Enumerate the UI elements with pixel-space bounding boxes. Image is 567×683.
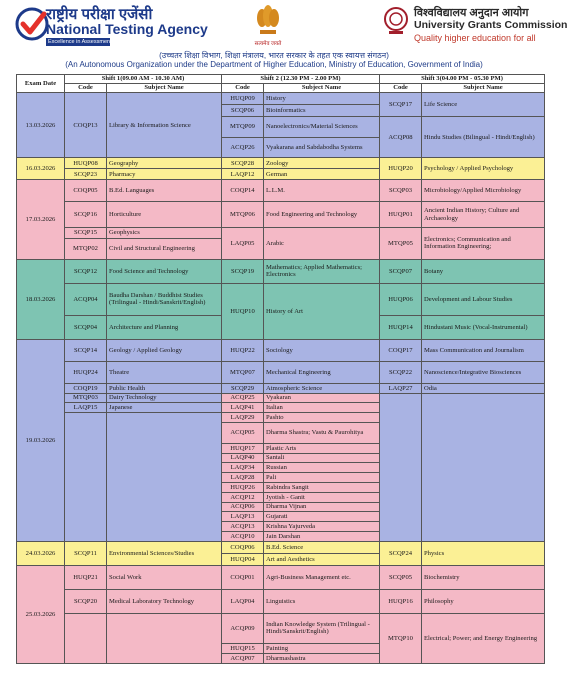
shift2-subject: Mechanical Engineering [264,362,380,384]
shift1-subject: Environmental Sciences/Studies [107,541,222,565]
table-row [17,228,545,239]
shift3-code: HUQP01 [380,201,422,227]
shift2-code: ACQP25 [222,393,264,403]
shift2-subject: Gujarati [264,512,380,522]
nta-tagline: Excellence in Assessment [48,39,112,45]
shift1-code: HUQP24 [65,362,107,384]
shift3-subject: Development and Labour Studies [422,283,545,316]
shift2-code: MTQP09 [222,116,264,137]
shift2-subject: Pashto [264,413,380,423]
header-subject: Subject Name [107,84,222,93]
shift1-code: SCQP20 [65,589,107,613]
shift3-code: HUQP14 [380,316,422,340]
shift1-code: SCQP16 [65,201,107,227]
shift2-code: LAQP29 [222,413,264,423]
shift2-code: HUQP09 [222,93,264,105]
table-row [17,340,545,362]
shift1-code: SCQP15 [65,228,107,239]
shift1-code: ACQP04 [65,283,107,316]
shift2-subject: Pali [264,473,380,483]
exam-date-cell: 17.03.2026 [17,180,65,260]
shift1-code: SCQP11 [65,541,107,565]
shift2-code: LAQP13 [222,512,264,522]
shift1-subject: Library & Information Science [107,93,222,158]
shift3-subject: Physics [422,541,545,565]
exam-schedule-table [16,74,545,664]
shift2-code: HUQP26 [222,482,264,492]
shift2-code: LAQP04 [222,589,264,613]
header-subject: Subject Name [422,84,545,93]
shift3-subject: Electrical; Power; and Energy Engineering [422,613,545,663]
shift3-code: SCQP17 [380,93,422,117]
header-shift-2: Shift 2 (12.30 PM - 2.00 PM) [222,75,380,84]
shift3-subject: Microbiology/Applied Microbiology [422,180,545,202]
shift2-subject: Vyakaran [264,393,380,403]
shift2-subject: Art and Aesthetics [264,553,380,565]
header-code: Code [380,84,422,93]
shift1-empty-cell [65,613,107,663]
shift1-subject: Japanese [107,403,222,413]
table-row [17,201,545,227]
shift2-subject: Food Engineering and Technology [264,201,380,227]
shift2-subject: Vyakarana and Sabdabodha Systems [264,137,380,158]
shift2-subject: Indian Knowledge System (Trilingual - Hindi/Sanskrit/English) [264,613,380,644]
shift1-code: COQP13 [65,93,107,158]
shift2-code: LAQP34 [222,463,264,473]
shift1-code: MTQP03 [65,393,107,403]
shift2-subject: German [264,169,380,180]
shift1-code: SCQP04 [65,316,107,340]
shift3-empty-cell [380,393,422,541]
shift1-code: SCQP23 [65,169,107,180]
shift1-subject: Geology / Applied Geology [107,340,222,362]
table-row [17,93,545,105]
shift2-subject: Painting [264,644,380,654]
table-row [17,589,545,613]
shift3-subject: Biochemistry [422,565,545,589]
shift2-subject: Santali [264,453,380,463]
shift2-code: LAQP28 [222,473,264,483]
table-row [17,565,545,589]
shift2-code: ACQP09 [222,613,264,644]
shift3-subject: Psychology / Applied Psychology [422,158,545,180]
subtitle-hindi: (उच्चतर शिक्षा विभाग, शिक्षा मंत्रालय, भारत सरकार के तहत एक स्वायत्त संगठन) [159,51,389,60]
nta-english-name: National Testing Agency [46,21,208,37]
table-row [17,383,545,393]
shift2-subject: Mathematics; Applied Mathematics; Electronics [264,259,380,283]
shift3-code: MTQP05 [380,228,422,260]
shift2-code: ACQP07 [222,653,264,663]
shift2-subject: History of Art [264,283,380,340]
shift2-subject: Jain Darshan [264,531,380,541]
shift3-subject: Ancient Indian History; Culture and Archaeology [422,201,545,227]
shift3-code: SCQP22 [380,362,422,384]
shift2-subject: Plastic Arts [264,443,380,453]
shift3-subject: Hindu Studies (Bilingual - Hindi/English) [422,116,545,157]
shift2-subject: Jyotish - Ganit [264,492,380,502]
shift1-subject: Medical Laboratory Technology [107,589,222,613]
shift2-code: MTQP07 [222,362,264,384]
shift2-code: LAQP12 [222,169,264,180]
shift3-code: LAQP27 [380,383,422,393]
shift2-code: COQP14 [222,180,264,202]
shift2-subject: Russian [264,463,380,473]
shift2-subject: Bioinformatics [264,104,380,116]
shift2-code: HUQP04 [222,553,264,565]
shift3-subject: Nanoscience/Integrative Biosciences [422,362,545,384]
shift1-code: HUQP21 [65,565,107,589]
shift3-code: SCQP03 [380,180,422,202]
exam-date-cell: 24.03.2026 [17,541,65,565]
ugc-hindi-name: विश्वविद्यालय अनुदान आयोग [414,7,529,19]
shift1-empty-cell [107,413,222,541]
shift1-subject: Civil and Structural Engineering [107,238,222,259]
header-code: Code [222,84,264,93]
nta-check-icon [14,6,50,42]
exam-date-cell: 18.03.2026 [17,259,65,340]
shift1-code: COQP19 [65,383,107,393]
shift2-subject: Rabindra Sangit [264,482,380,492]
table-row [17,259,545,283]
shift2-subject: Nanoelectronics/Material Sciences [264,116,380,137]
shift1-subject: Theatre [107,362,222,384]
shift3-subject: Hindustani Music (Vocal-Instrumental) [422,316,545,340]
shift2-code: LAQP40 [222,453,264,463]
shift2-subject: Dharma Vijnan [264,502,380,512]
ugc-english-name: University Grants Commission [414,19,567,31]
shift1-subject: Baudha Darshan / Buddhist Studies (Trilingual - Hindi/Sanskrit/English) [107,283,222,316]
table-row [17,283,545,316]
shift1-subject: Public Health [107,383,222,393]
shift2-code: SCQP29 [222,383,264,393]
shift3-code: HUQP06 [380,283,422,316]
shift2-code: ACQP12 [222,492,264,502]
shift2-code: HUQP22 [222,340,264,362]
table-row [17,158,545,169]
exam-date-cell: 16.03.2026 [17,158,65,180]
exam-date-cell: 25.03.2026 [17,565,65,663]
shift2-subject: History [264,93,380,105]
shift2-code: HUQP17 [222,443,264,453]
shift3-subject: Mass Communication and Journalism [422,340,545,362]
shift2-code: ACQP13 [222,522,264,532]
shift2-subject: B.Ed. Science [264,541,380,553]
header-subject: Subject Name [264,84,380,93]
shift2-code: COQP06 [222,541,264,553]
header-shift-3: Shift 3(04.00 PM - 05.30 PM) [380,75,545,84]
shift1-subject: Geography [107,158,222,169]
shift3-subject: Life Science [422,93,545,117]
national-emblem [250,2,286,46]
shift2-code: ACQP05 [222,423,264,444]
table-row [17,362,545,384]
shift2-code: ACQP26 [222,137,264,158]
shift2-code: ACQP06 [222,502,264,512]
shift2-code: SCQP06 [222,104,264,116]
shift2-code: ACQP10 [222,531,264,541]
emblem-caption: सत्यमेव जयते [254,41,282,47]
shift2-subject: Agri-Business Management etc. [264,565,380,589]
shift3-subject: Odia [422,383,545,393]
shift2-code: LAQP05 [222,228,264,260]
shift1-subject: Horticulture [107,201,222,227]
shift1-code: COQP05 [65,180,107,202]
shift3-empty-cell [422,393,545,541]
shift1-code: LAQP15 [65,403,107,413]
exam-date-cell: 19.03.2026 [17,340,65,541]
shift1-code: MTQP02 [65,238,107,259]
shift2-code: SCQP19 [222,259,264,283]
shift3-code: ACQP08 [380,116,422,157]
emblem-icon [250,2,286,38]
table-row [17,180,545,202]
shift1-subject: Social Work [107,565,222,589]
exam-date-cell: 13.03.2026 [17,93,65,158]
shift2-subject: L.L.M. [264,180,380,202]
shift3-code: MTQP10 [380,613,422,663]
shift2-subject: Zoology [264,158,380,169]
table-row [17,541,545,553]
shift1-subject: B.Ed. Languages [107,180,222,202]
shift3-code: SCQP05 [380,565,422,589]
shift2-subject: Dharma Shastra; Vastu & Paurohitya [264,423,380,444]
shift2-subject: Dharmashastra [264,653,380,663]
ugc-logo-icon [383,6,409,36]
shift2-subject: Arabic [264,228,380,260]
shift2-subject: Atmospheric Science [264,383,380,393]
header-shift-1: Shift 1(09.00 AM - 10.30 AM) [65,75,222,84]
shift3-code: HUQP20 [380,158,422,180]
header-exam-date: Exam Date [17,75,65,93]
shift2-subject: Linguistics [264,589,380,613]
shift2-code: HUQP15 [222,644,264,654]
table-row [17,393,545,403]
shift3-code: SCQP07 [380,259,422,283]
shift3-code: HUQP16 [380,589,422,613]
shift2-code: LAQP41 [222,403,264,413]
shift1-subject: Dairy Technology [107,393,222,403]
document-header [0,0,567,72]
shift2-code: HUQP10 [222,283,264,340]
shift3-code: COQP17 [380,340,422,362]
shift1-empty-cell [65,413,107,541]
shift2-subject: Sociology [264,340,380,362]
shift3-subject: Electronics; Communication and Information Engineering; [422,228,545,260]
shift1-subject: Geophysics [107,228,222,239]
shift3-subject: Botany [422,259,545,283]
shift2-subject: Italian [264,403,380,413]
shift2-code: SCQP28 [222,158,264,169]
header-code: Code [65,84,107,93]
shift1-subject: Architecture and Planning [107,316,222,340]
subtitle-english: (An Autonomous Organization under the Department of Higher Education, Ministry of Education, Government of India) [65,60,483,69]
shift1-code: SCQP14 [65,340,107,362]
table-row [17,613,545,644]
shift1-code: SCQP12 [65,259,107,283]
shift2-code: COQP01 [222,565,264,589]
shift2-code: MTQP06 [222,201,264,227]
nta-hindi-name: राष्ट्रीय परीक्षा एजेंसी [46,6,153,23]
shift1-subject: Pharmacy [107,169,222,180]
shift2-subject: Krishna Yajurveda [264,522,380,532]
shift1-empty-cell [107,613,222,663]
shift3-code: SCQP24 [380,541,422,565]
shift3-subject: Philosophy [422,589,545,613]
ugc-tagline: Quality higher education for all [414,33,536,43]
shift1-subject: Food Science and Technology [107,259,222,283]
shift1-code: HUQP08 [65,158,107,169]
